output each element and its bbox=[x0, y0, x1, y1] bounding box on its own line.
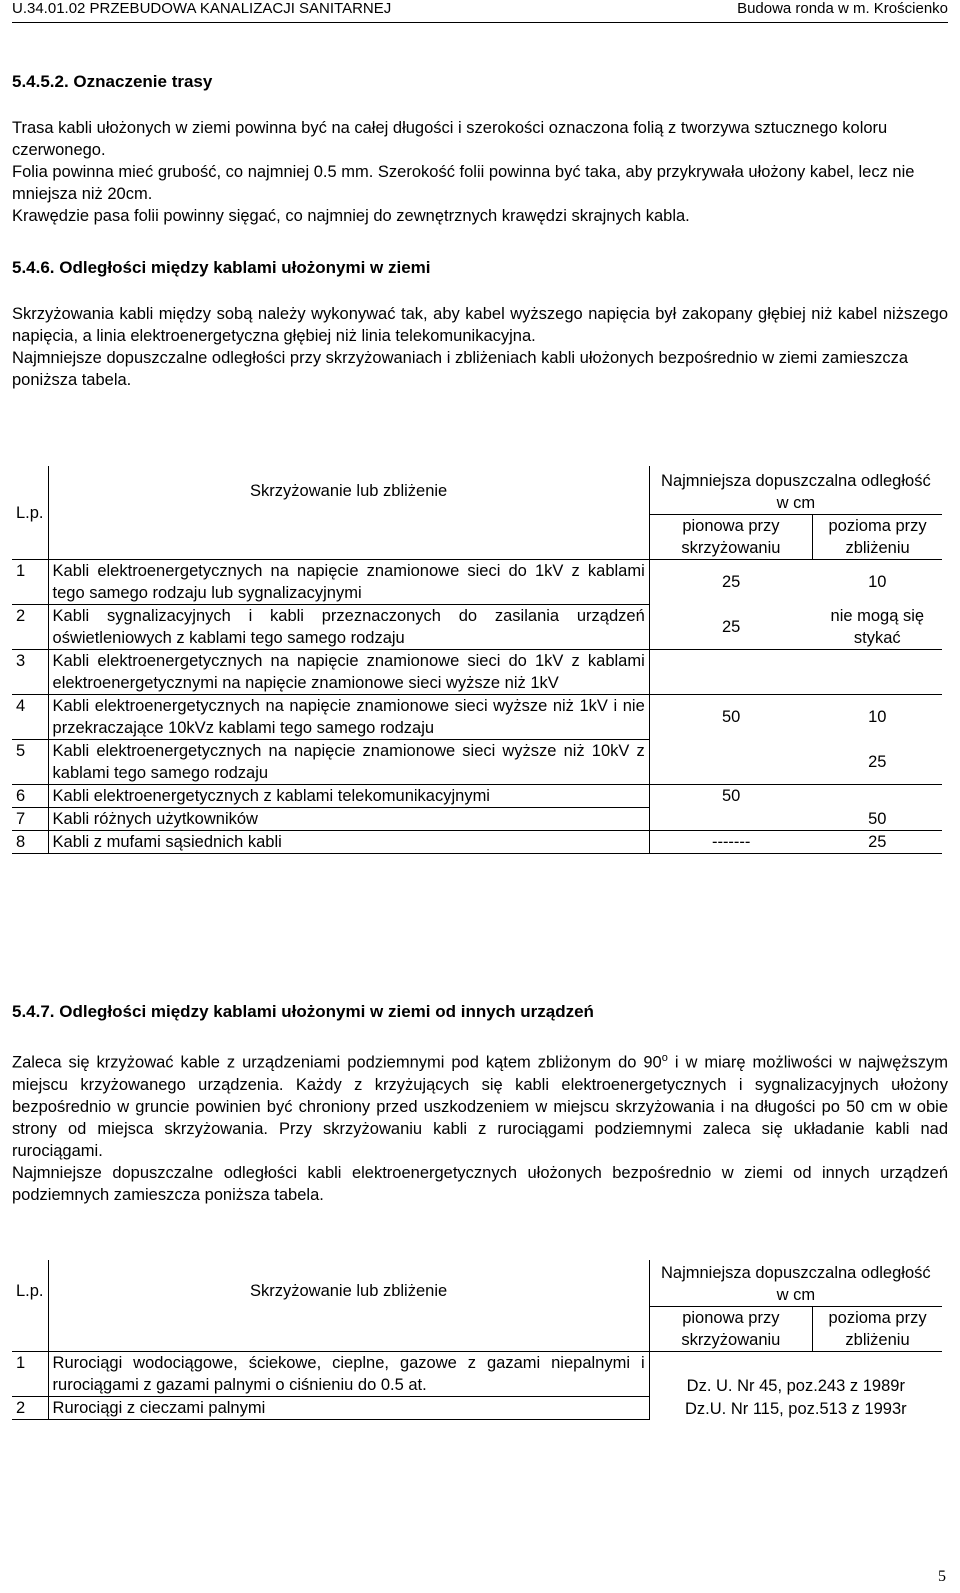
header-horizontal: pozioma przy zbliżeniu bbox=[828, 1309, 927, 1349]
paragraph: Zaleca się krzyżować kable z urządzeniami podziemnymi pod kątem zbliżonym do 90$^o$ i w miarę możliwości w najwęższym miejscu krzyżowanego urządzenia. Każdy z krzyżujących się kabli elektroenergetycznych i sygnalizacyjnych ułożony bezpośrednio w gruncie powinien być chroniony przed uszkodzeniem w miejscu skrzyżowania i na długości po 50 cm w obie strony od miejsca skrzyżowania. Przy skrzyżowaniu kabli z rurociągami podziemnymi zaleca się układanie kabli nad rurociągami. bbox=[12, 1052, 948, 1160]
section-other-utilities bbox=[12, 1002, 948, 1206]
row-horizontal-distance: 50 bbox=[868, 809, 887, 828]
table-row bbox=[12, 1397, 942, 1420]
header-description: Skrzyżowanie lub zbliżenie bbox=[48, 466, 649, 560]
row-horizontal-distance: nie mogą się stykać bbox=[830, 606, 925, 647]
header-lp: L.p. bbox=[12, 466, 48, 560]
row-vertical-distance bbox=[649, 650, 812, 695]
header-project-title: Budowa ronda w m. Krościenko bbox=[737, 0, 948, 17]
row-number: 6 bbox=[12, 785, 48, 808]
table-row bbox=[12, 808, 942, 831]
table-row bbox=[12, 695, 942, 740]
row-description: Kabli sygnalizacyjnych i kabli przeznaczonych do zasilania urządzeń oświetleniowych z kablami tego samego rodzaju bbox=[48, 605, 649, 650]
table-row bbox=[12, 785, 942, 808]
row-horizontal-distance bbox=[813, 785, 942, 808]
row-horizontal-distance: 25 bbox=[813, 831, 942, 854]
row-vertical-distance: 25 bbox=[649, 605, 812, 650]
paragraph: Najmniejsze dopuszczalne odległości przy skrzyżowaniach i zbliżeniach kabli ułożonych bezpośrednio w ziemi zamieszcza poniższa tabela. bbox=[12, 349, 908, 389]
row-description: Kabli różnych użytkowników bbox=[48, 808, 649, 831]
header-lp: L.p. bbox=[12, 1260, 48, 1352]
row-vertical-distance bbox=[649, 808, 812, 831]
row-number: 5 bbox=[12, 740, 48, 785]
section-heading: 5.4.7. Odległości między kablami ułożonymi w ziemi od innych urządzeń bbox=[12, 1002, 594, 1021]
row-number: 7 bbox=[12, 808, 48, 831]
row-number: 1 bbox=[12, 560, 48, 605]
section-route-marking bbox=[12, 72, 948, 227]
row-number: 3 bbox=[12, 650, 48, 695]
row-description: Kabli elektroenergetycznych z kablami telekomunikacyjnymi bbox=[48, 785, 649, 808]
row-number: 1 bbox=[12, 1352, 48, 1397]
table-row bbox=[12, 605, 942, 650]
section-cable-distances bbox=[12, 258, 948, 391]
row-horizontal-distance bbox=[813, 650, 942, 695]
row-description: Kabli elektroenergetycznych na napięcie znamionowe sieci wyższe niż 1kV i nie przekraczające 10kVz kablami tego samego rodzaju bbox=[48, 695, 649, 740]
row-horizontal-distance: 10 bbox=[813, 695, 942, 740]
row-regulation-reference: Dz. U. Nr 45, poz.243 z 1989r bbox=[649, 1352, 942, 1397]
row-number: 2 bbox=[12, 1397, 48, 1420]
header-horizontal: pozioma przy zbliżeniu bbox=[828, 517, 927, 557]
row-description: Kabli elektroenergetycznych na napięcie znamionowe sieci wyższe niż 10kV z kablami tego samego rodzaju bbox=[48, 740, 649, 785]
row-number: 2 bbox=[12, 605, 48, 650]
row-description: Rurociągi z cieczami palnymi bbox=[48, 1397, 649, 1420]
row-horizontal-distance: 25 bbox=[868, 752, 887, 771]
row-description: Kabli elektroenergetycznych na napięcie znamionowe sieci do 1kV z kablami elektroenergetycznymi na napięcie znamionowe sieci wyższe niż 1kV bbox=[48, 650, 649, 695]
header-description: Skrzyżowanie lub zbliżenie bbox=[48, 1260, 649, 1352]
cable-distance-table bbox=[12, 466, 942, 854]
header-vertical: pionowa przy skrzyżowaniu bbox=[649, 1307, 812, 1352]
header-doc-title: U.34.01.02 PRZEBUDOWA KANALIZACJI SANITARNEJ bbox=[12, 0, 392, 17]
page-number: 5 bbox=[938, 1568, 946, 1585]
section-heading: 5.4.5.2. Oznaczenie trasy bbox=[12, 72, 213, 91]
row-vertical-distance: 50 bbox=[649, 695, 812, 740]
header-distance: Najmniejsza dopuszczalna odległość w cm bbox=[649, 1260, 942, 1307]
header-distance: Najmniejsza dopuszczalna odległość w cm bbox=[649, 466, 942, 515]
row-vertical-distance: ------- bbox=[649, 831, 812, 854]
table-row bbox=[12, 650, 942, 695]
section-heading: 5.4.6. Odległości między kablami ułożonymi w ziemi bbox=[12, 258, 431, 277]
row-description: Rurociągi wodociągowe, ściekowe, cieplne, gazowe z gazami niepalnymi i rurociągami z gazami palnymi o ciśnieniu do 0.5 at. bbox=[48, 1352, 649, 1397]
header-vertical: pionowa przy skrzyżowaniu bbox=[649, 515, 812, 560]
table-row bbox=[12, 1352, 942, 1397]
paragraph: Krawędzie pasa folii powinny sięgać, co najmniej do zewnętrznych krawędzi skrajnych kabla. bbox=[12, 207, 690, 225]
row-description: Kabli elektroenergetycznych na napięcie znamionowe sieci do 1kV z kablami tego samego rodzaju lub sygnalizacyjnymi bbox=[48, 560, 649, 605]
row-description: Kabli z mufami sąsiednich kabli bbox=[48, 831, 649, 854]
paragraph: Skrzyżowania kabli między sobą należy wykonywać tak, aby kabel wyższego napięcia był zakopany głębiej niż kabel niższego napięcia, a linia elektroenergetyczna głębiej niż linia telekomunikacyjna. bbox=[12, 305, 948, 345]
row-vertical-distance: 50 bbox=[649, 785, 812, 808]
row-number: 8 bbox=[12, 831, 48, 854]
utility-distance-table bbox=[12, 1260, 942, 1420]
row-vertical-distance: 25 bbox=[649, 560, 812, 605]
paragraph: Najmniejsze dopuszczalne odległości kabli elektroenergetycznych ułożonych bezpośrednio w ziemi od innych urządzeń podziemnych zamieszcza poniższa tabela. bbox=[12, 1163, 948, 1204]
row-horizontal-distance: 10 bbox=[813, 560, 942, 605]
table-row bbox=[12, 831, 942, 854]
row-vertical-distance bbox=[649, 740, 812, 785]
table-row bbox=[12, 740, 942, 785]
row-number: 4 bbox=[12, 695, 48, 740]
page-header bbox=[12, 0, 948, 23]
paragraph: Trasa kabli ułożonych w ziemi powinna być na całej długości i szerokości oznaczona folią z tworzywa sztucznego koloru czerwonego. bbox=[12, 119, 888, 159]
row-regulation-reference: Dz.U. Nr 115, poz.513 z 1993r bbox=[649, 1397, 942, 1420]
table-row bbox=[12, 560, 942, 605]
paragraph: Folia powinna mieć grubość, co najmniej 0.5 mm. Szerokość folii powinna być taka, aby przykrywała ułożony kabel, lecz nie mniejsza niż 20cm. bbox=[12, 163, 915, 203]
